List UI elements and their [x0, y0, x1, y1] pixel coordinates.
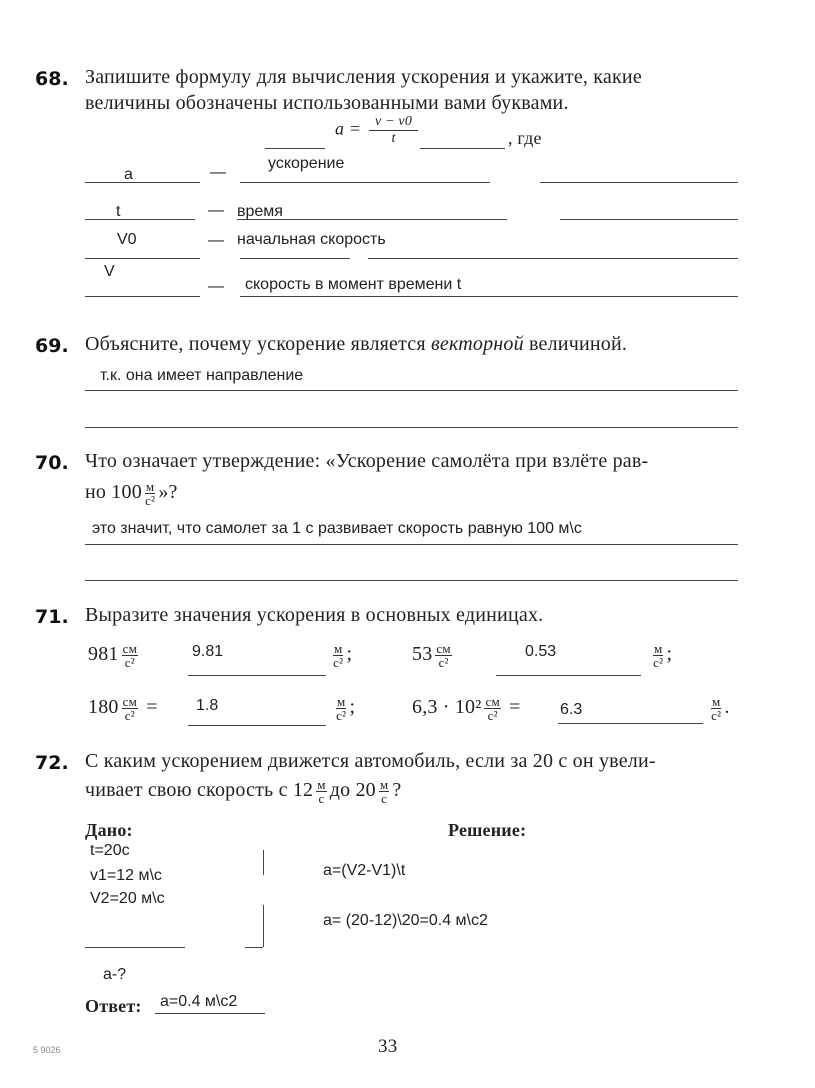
solution-line: a= (20-12)\20=0.4 м\с2	[323, 912, 488, 929]
page-number: 33	[378, 1036, 398, 1057]
q68-number: 68.	[35, 68, 69, 90]
q72-text-1: С каким ускорением движется автомобиль, если за 20 с он увели-	[85, 750, 656, 772]
row-dash: —	[208, 278, 224, 295]
row-dash: —	[210, 164, 226, 181]
given-label: Дано:	[85, 820, 133, 840]
row-dash: —	[208, 202, 224, 219]
footer-code: 5 9026	[33, 1045, 61, 1055]
row-meaning: время	[237, 203, 283, 220]
solution-label: Решение:	[448, 820, 527, 840]
row-symbol: a	[124, 166, 133, 183]
q71-answer-4: 6.3	[560, 701, 583, 718]
q70-answer: это значит, что самолет за 1 с развивает скорость равную 100 м\с	[92, 520, 582, 537]
q69-answer: т.к. она имеет направление	[100, 367, 304, 384]
row-meaning: скорость в момент времени t	[245, 276, 462, 293]
q70-number: 70.	[35, 452, 69, 474]
q70-text-2: но 100 $\frac{м}{\text{с²}}$ »?	[85, 479, 178, 508]
row-symbol: V0	[117, 231, 137, 248]
formula-numerator: v − v0	[369, 114, 418, 131]
row-meaning: ускорение	[268, 155, 345, 172]
q71-item-1: 981 $\frac{см}{\text{с²}}$	[88, 641, 138, 670]
given-item: t=20c	[90, 842, 130, 859]
row-dash: —	[208, 232, 224, 249]
q71-answer-3: 1.8	[196, 697, 219, 714]
formula-lhs: a =	[335, 118, 362, 139]
given-item: v1=12 м\с	[90, 867, 162, 884]
q68-text-1: Запишите формулу для вычисления ускорения и укажите, какие	[85, 66, 642, 88]
q71-item-2: 53 $\frac{см}{\text{с²}}$	[412, 641, 451, 670]
q72-answer: a=0.4 м\с2	[160, 993, 238, 1010]
q71-answer-1: 9.81	[192, 643, 224, 660]
given-item: V2=20 м\с	[90, 890, 165, 907]
q71-text: Выразите значения ускорения в основных единицах.	[85, 604, 544, 626]
q71-number: 71.	[35, 606, 69, 628]
q72-text-2: чивает свою скорость с 12 $\frac{м}{с}$ до 20 $\frac{м}{с}$ ?	[85, 777, 402, 806]
formula-denominator: t	[391, 131, 396, 146]
q70-text-1: Что означает утверждение: «Ускорение самолёта при взлёте рав-	[85, 450, 649, 472]
row-symbol: V	[104, 263, 115, 280]
q69-number: 69.	[35, 335, 69, 357]
formula-suffix: , где	[508, 128, 542, 148]
answer-label: Ответ:	[85, 996, 142, 1016]
worksheet-page: 68. Запишите формулу для вычисления ускорения и укажите, какие величины обозначены использованными вами буквами. a = $\frac{v - v0}{t}$ , где a — ускорение t — время V0 — начальная скорость V — скорость в момент времени t 69. Объясните, почему ускорение является векторной величиной. т.к. она имеет направление 70. Что означает утверждение: «Ускорение самолёта при взлёте рав- но 100 $\frac{м}{\text{с²}}$ »? это значит, что самолет за 1 с развивает скорость равную 100 м\с 71. Выразите значения ускорения в основных единицах. 981 $\frac{см}{\text{с²}}$ 9.81 $\frac{м}{\text{с²}}$ ; 53 $\frac{см}{\text{с²}}$ 0.53 $\frac{м}{\text{с²}}$ ; 180 $\frac{см}{\text{с²}}$ = 1.8 $\frac{м}{\text{с²}}$ ; 6,3 · 10² $\frac{см}{\text{с²}}$ = 6.3 $\frac{м}{\text{с²}}$ . 72. С каким ускорением движется автомобиль, если за 20 с он увели- чивает свою скорость с 12 $\frac{м}{с}$ до 20 $\frac{м}{с}$ ? Дано: t=20c v1=12 м\с V2=20 м\с a-? Решение: a=(V2-V1)\t a= (20-12)\20=0.4 м\с2 Ответ: a=0.4 м\с2 5 9026 33	[0, 0, 815, 1088]
row-symbol: t	[116, 203, 121, 220]
q71-item-4: 6,3 · 10² $\frac{см}{\text{с²}}$ =	[412, 694, 521, 723]
q72-number: 72.	[35, 752, 69, 774]
find-item: a-?	[103, 966, 127, 983]
q69-text: Объясните, почему ускорение является векторной величиной.	[85, 333, 628, 355]
q71-item-3: 180 $\frac{см}{\text{с²}}$ =	[88, 694, 158, 723]
row-meaning: начальная скорость	[237, 231, 386, 248]
solution-line: a=(V2-V1)\t	[323, 862, 406, 879]
q71-answer-2: 0.53	[525, 643, 557, 660]
q68-text-2: величины обозначены использованными вами буквами.	[85, 92, 569, 114]
q68-formula	[335, 114, 421, 147]
